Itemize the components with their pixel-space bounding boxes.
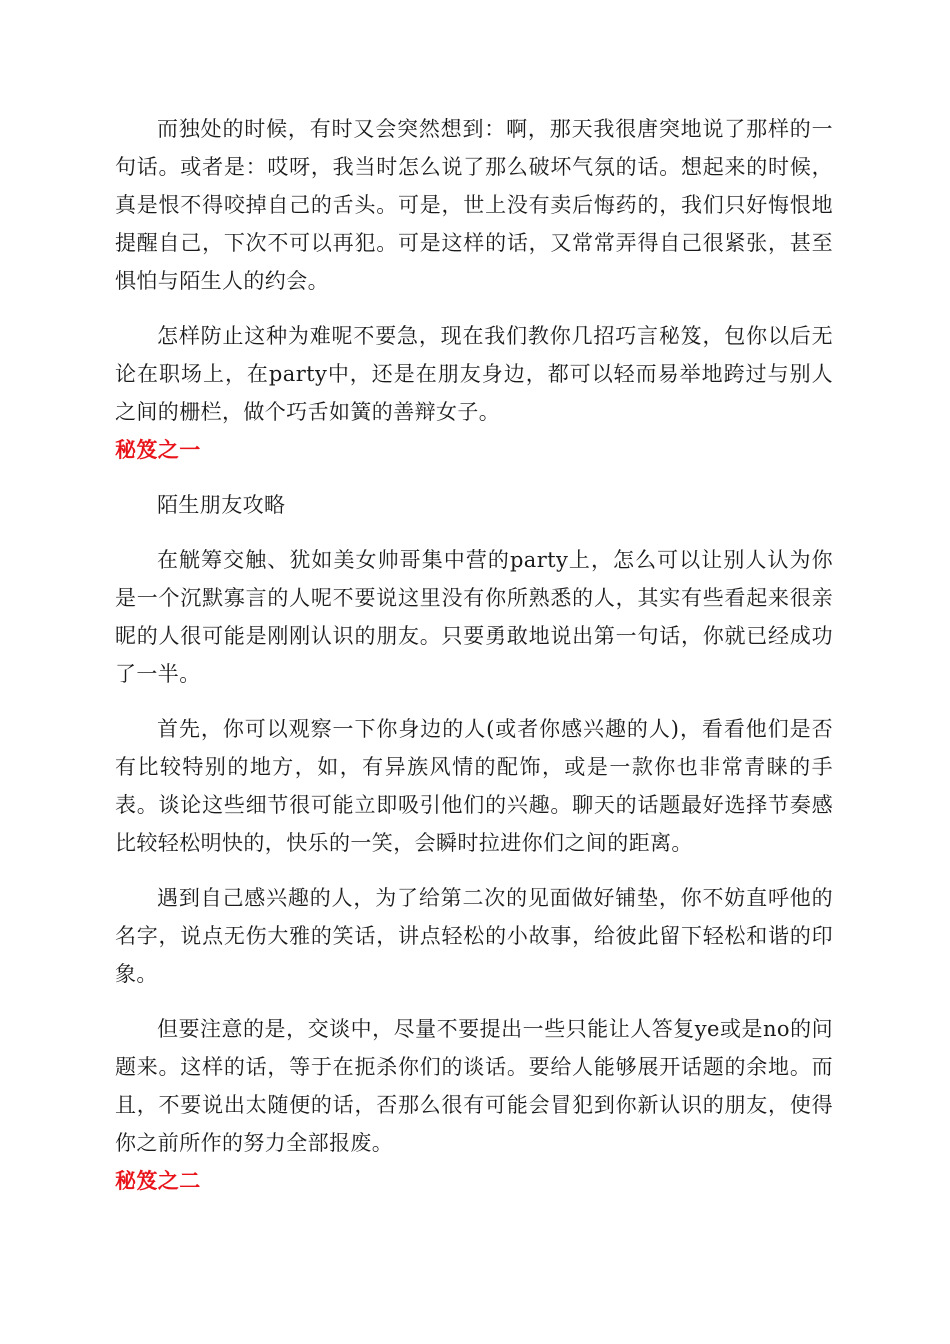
section-heading-2: 秘笈之二 bbox=[115, 1169, 201, 1193]
intro-paragraph-1: 而独处的时候，有时又会突然想到：啊，那天我很唐突地说了那样的一句话。或者是：哎呀，我当时怎么说了那么破坏气氛的话。想起来的时候，真是恨不得咬掉自己的舌头。可是，世上没有卖后悔药的，我们只好悔恨地提醒自己，下次不可以再犯。可是这样的话，又常常弄得自己很紧张，甚至惧怕与陌生人的约会。 bbox=[115, 117, 833, 293]
section-subtitle-1: 陌生朋友攻略 bbox=[157, 493, 286, 517]
intro-paragraph-2: 怎样防止这种为难呢不要急，现在我们教你几招巧言秘笈，包你以后无论在职场上，在party中，还是在朋友身边，都可以轻而易举地跨过与别人之间的栅栏，做个巧舌如簧的善辩女子。 bbox=[115, 324, 833, 424]
section1-paragraph-4: 但要注意的是，交谈中，尽量不要提出一些只能让人答复ye或是no的问题来。这样的话，等于在扼杀你们的谈话。要给人能够展开话题的余地。而且，不要说出太随便的话，否那么很有可能会冒犯到你新认识的朋友，使得你之前所作的努力全部报废。 bbox=[115, 1017, 833, 1155]
section1-paragraph-1: 在觥筹交触、犹如美女帅哥集中营的party上，怎么可以让别人认为你是一个沉默寡言的人呢不要说这里没有你所熟悉的人，其实有些看起来很亲昵的人很可能是刚刚认识的朋友。只要勇敢地说出第一句话，你就已经成功了一半。 bbox=[115, 548, 833, 686]
section1-paragraph-2: 首先，你可以观察一下你身边的人(或者你感兴趣的人)，看看他们是否有比较特别的地方，如，有异族风情的配饰，或是一款你也非常青睐的手表。谈论这些细节很可能立即吸引他们的兴趣。聊天的话题最好选择节奏感比较轻松明快的，快乐的一笑，会瞬时拉进你们之间的距离。 bbox=[115, 717, 833, 855]
document-page bbox=[115, 110, 833, 1200]
section-heading-1: 秘笈之一 bbox=[115, 438, 201, 462]
section1-paragraph-3: 遇到自己感兴趣的人，为了给第二次的见面做好铺垫，你不妨直呼他的名字，说点无伤大雅的笑话，讲点轻松的小故事，给彼此留下轻松和谐的印象。 bbox=[115, 886, 833, 986]
